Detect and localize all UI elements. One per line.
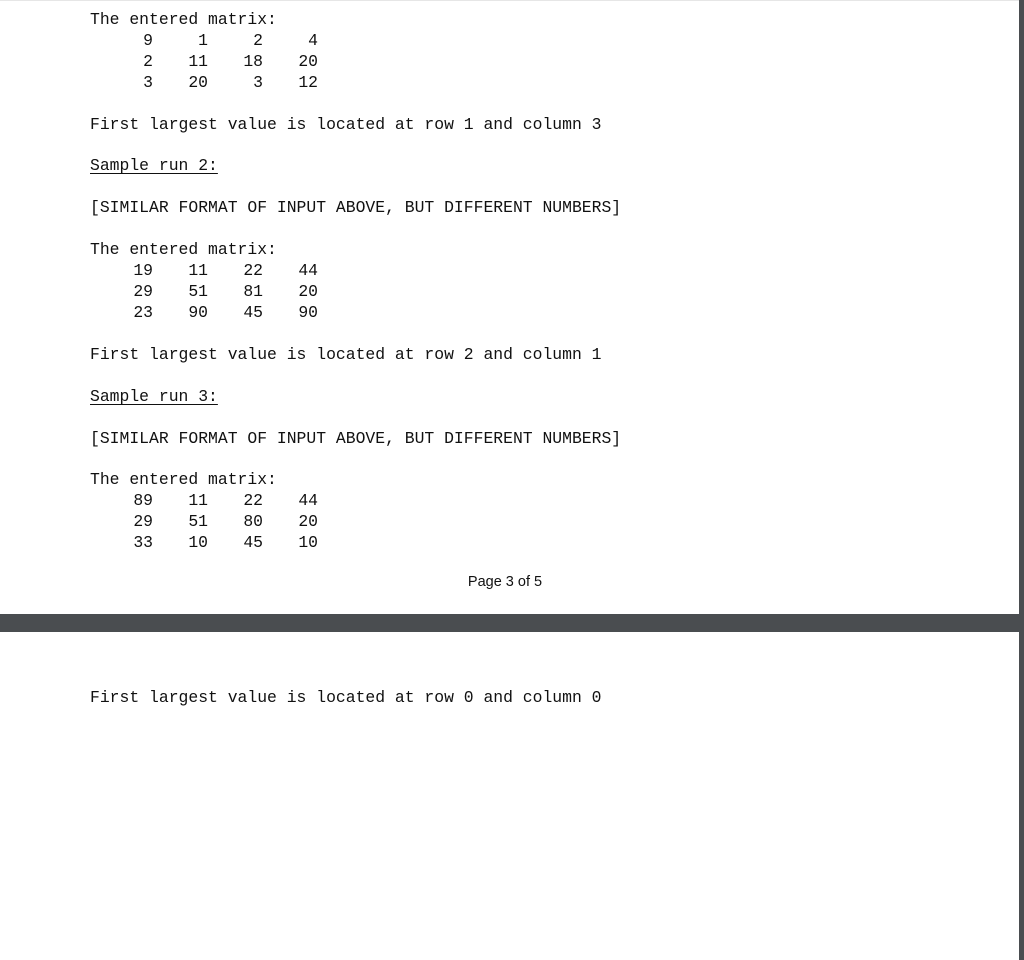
result2-text: First largest value is located at row 2 and column 1	[90, 345, 602, 364]
matrix-cell: 81	[243, 282, 263, 301]
matrix-cell: 9	[143, 31, 153, 50]
matrix-cell: 10	[188, 533, 208, 552]
matrix-cell: 89	[133, 491, 153, 510]
matrix-cell: 3	[253, 73, 263, 92]
matrix-cell: 20	[298, 282, 318, 301]
matrix-cell: 2	[253, 31, 263, 50]
matrix-cell: 90	[188, 303, 208, 322]
matrix-cell: 11	[188, 52, 208, 71]
sample-run-2-note: [SIMILAR FORMAT OF INPUT ABOVE, BUT DIFFERENT NUMBERS]	[90, 198, 622, 217]
matrix-cell: 18	[243, 52, 263, 71]
page-number: Page 3 of 5	[467, 574, 543, 590]
page-top-edge	[0, 0, 1019, 1]
result3-text: First largest value is located at row 0 and column 0	[90, 688, 602, 707]
matrix-cell: 22	[243, 261, 263, 280]
result1-text: First largest value is located at row 1 and column 3	[90, 115, 602, 134]
matrix-cell: 44	[298, 491, 318, 510]
matrix1-heading: The entered matrix:	[90, 10, 277, 29]
matrix2-heading: The entered matrix:	[90, 240, 277, 259]
matrix-cell: 19	[133, 261, 153, 280]
matrix-cell: 51	[188, 512, 208, 531]
matrix-cell: 11	[188, 261, 208, 280]
matrix-cell: 29	[133, 282, 153, 301]
matrix-cell: 44	[298, 261, 318, 280]
matrix-cell: 33	[133, 533, 153, 552]
matrix-cell: 11	[188, 491, 208, 510]
matrix-cell: 22	[243, 491, 263, 510]
matrix-cell: 90	[298, 303, 318, 322]
matrix-cell: 45	[243, 303, 263, 322]
sample-run-2-title: Sample run 2:	[90, 156, 218, 175]
matrix-cell: 20	[298, 52, 318, 71]
matrix-cell: 23	[133, 303, 153, 322]
matrix-cell: 12	[298, 73, 318, 92]
matrix-cell: 10	[298, 533, 318, 552]
page-separator	[0, 614, 1024, 632]
matrix-cell: 20	[188, 73, 208, 92]
pdf-page-4	[0, 632, 1019, 960]
matrix-cell: 3	[143, 73, 153, 92]
matrix-cell: 1	[198, 31, 208, 50]
matrix-cell: 45	[243, 533, 263, 552]
matrix-cell: 80	[243, 512, 263, 531]
matrix-cell: 51	[188, 282, 208, 301]
matrix-cell: 4	[308, 31, 318, 50]
viewer-scroll-rail[interactable]	[1019, 0, 1024, 960]
sample-run-3-title: Sample run 3:	[90, 387, 218, 406]
matrix-cell: 2	[143, 52, 153, 71]
matrix-cell: 20	[298, 512, 318, 531]
matrix-cell: 29	[133, 512, 153, 531]
sample-run-3-note: [SIMILAR FORMAT OF INPUT ABOVE, BUT DIFFERENT NUMBERS]	[90, 429, 622, 448]
matrix3-heading: The entered matrix:	[90, 470, 277, 489]
